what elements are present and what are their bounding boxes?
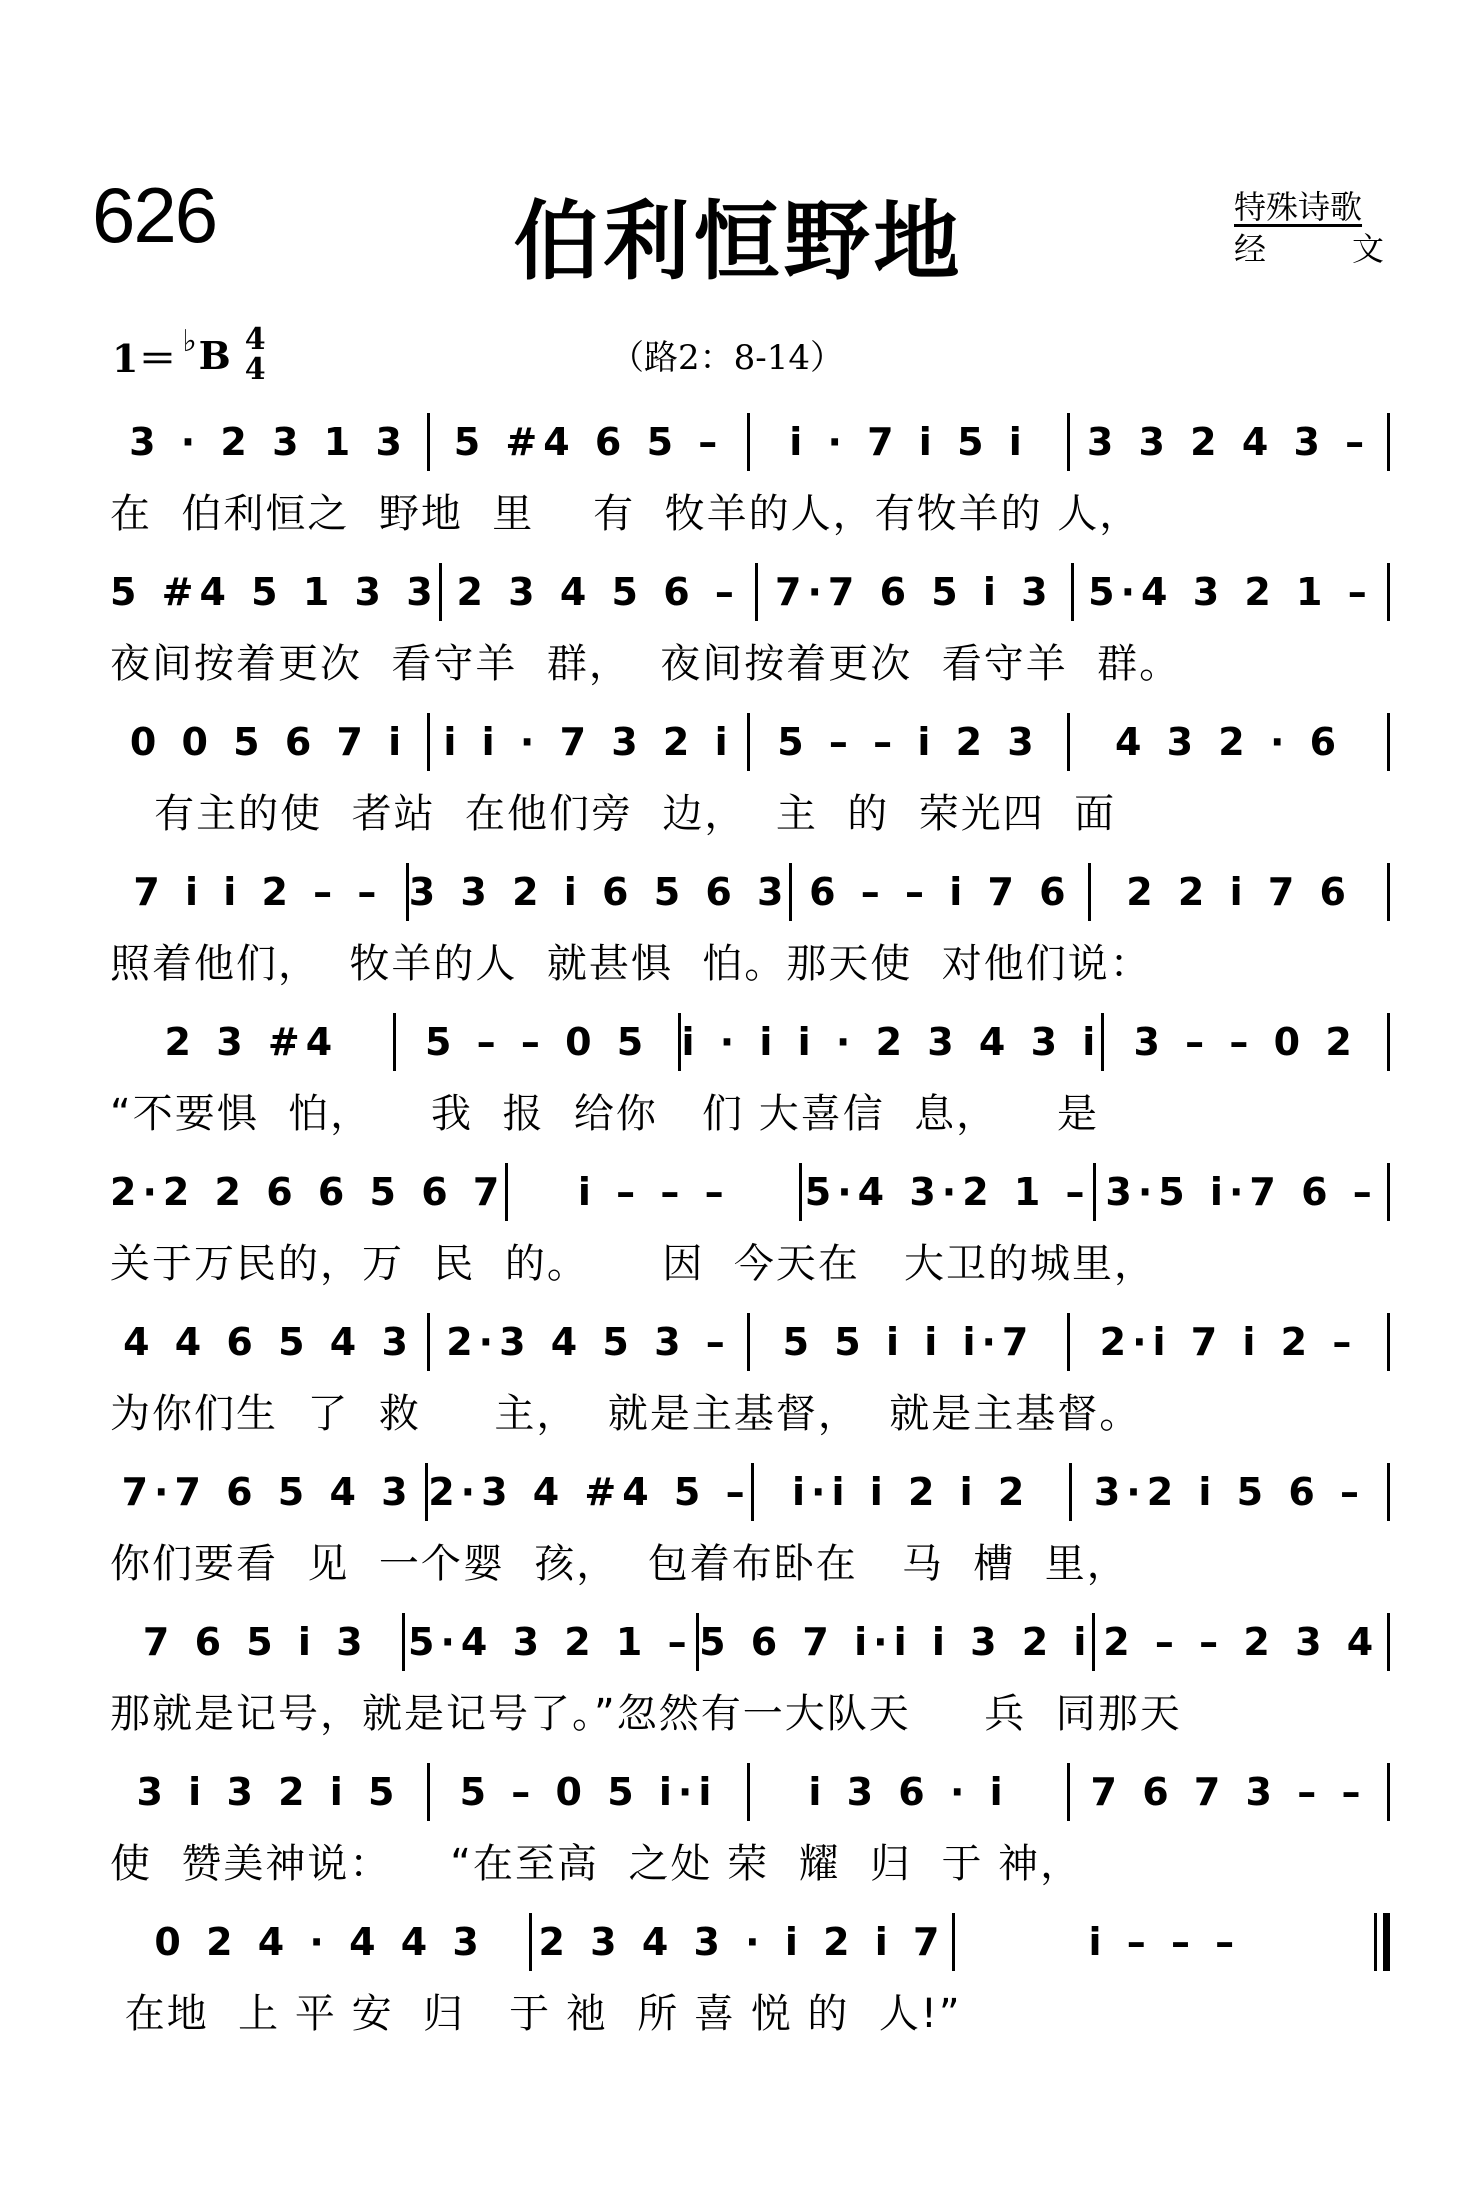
score-system xyxy=(110,560,1390,690)
notation-line xyxy=(110,860,1390,924)
measure: i i · 7 3 2 i xyxy=(443,720,734,764)
notation-line xyxy=(110,410,1390,474)
measure: 7 6 7 3 – – xyxy=(1090,1770,1367,1814)
measure: 3·5 i·7 6 – xyxy=(1105,1170,1378,1214)
measure: 0 0 5 6 7 i xyxy=(129,720,408,764)
measure: 5 – 0 5 i·i xyxy=(459,1770,718,1814)
score-system xyxy=(110,710,1390,840)
measure: 2·i 7 i 2 – xyxy=(1099,1320,1358,1364)
lyrics-line: 使 赞美神说： “在至高 之处 荣 耀 归 于 神， xyxy=(110,1841,1083,1887)
meter-top: 4 xyxy=(244,322,266,357)
measure: 3 3 2 i 6 5 6 3 xyxy=(408,870,790,914)
notation-line xyxy=(110,1460,1390,1524)
measure: 2·2 2 6 6 5 6 7 xyxy=(110,1170,506,1214)
measure: 5 – – 0 5 xyxy=(424,1020,650,1064)
final-barline xyxy=(1374,1913,1390,1971)
measure: 5 6 7 i·i i 3 2 i xyxy=(699,1620,1093,1664)
measure: 7·7 6 5 i 3 xyxy=(775,570,1054,614)
barline xyxy=(1387,713,1390,771)
barline xyxy=(1387,1463,1390,1521)
barline xyxy=(1387,563,1390,621)
measure: i·i i 2 i 2 xyxy=(792,1470,1031,1514)
barline xyxy=(1387,1163,1390,1221)
measure: i · i i · 2 3 4 3 i xyxy=(681,1020,1102,1064)
measure: 5 #4 6 5 – xyxy=(453,420,724,464)
key-tonic: B xyxy=(198,332,231,378)
notation-line xyxy=(110,1910,1390,1974)
lyrics-line: 有主的使 者站 在他们旁 边， 主 的 荣光四 面 xyxy=(110,791,1117,837)
measure: i – – – xyxy=(577,1170,730,1214)
notation-line xyxy=(110,710,1390,774)
measure: 3 3 2 4 3 – xyxy=(1086,420,1371,464)
barline xyxy=(1387,1313,1390,1371)
measure: 6 – – i 7 6 xyxy=(809,870,1072,914)
measure: 3·2 i 5 6 – xyxy=(1093,1470,1365,1514)
barline xyxy=(1387,863,1390,921)
category-source-b: 文 xyxy=(1351,230,1384,268)
lyrics-line: 你们要看 见 一个婴 孩， 包着布卧在 马 槽 里， xyxy=(110,1541,1129,1587)
flat-icon: ♭ xyxy=(182,323,197,359)
lyrics-line: “不要惧 怕， 我 报 给你 们 大喜信 息， 是 xyxy=(110,1091,1100,1137)
category-source xyxy=(1234,228,1384,270)
notation-line xyxy=(110,1310,1390,1374)
score-system xyxy=(110,1910,1390,2040)
notation-line xyxy=(110,1160,1390,1224)
category-source-a: 经 xyxy=(1234,230,1267,268)
measure: 3 · 2 3 1 3 xyxy=(129,420,408,464)
barline xyxy=(1387,413,1390,471)
measure: 2 3 #4 xyxy=(164,1020,339,1064)
score-system xyxy=(110,1460,1390,1590)
notation-line xyxy=(110,560,1390,624)
lyrics-line: 那就是记号，就是记号了。”忽然有一大队天 兵 同那天 xyxy=(110,1691,1182,1737)
measure: 2 3 4 3 · i 2 i 7 xyxy=(538,1920,946,1964)
hymn-category xyxy=(1234,186,1384,270)
measure: i 3 6 · i xyxy=(808,1770,1009,1814)
category-label: 特殊诗歌 xyxy=(1234,188,1363,226)
measure: 7 i i 2 – – xyxy=(133,870,383,914)
meter-bottom: 4 xyxy=(244,352,266,387)
barline xyxy=(1387,1013,1390,1071)
notation-line xyxy=(110,1010,1390,1074)
notation-line xyxy=(110,1610,1390,1674)
time-signature xyxy=(244,322,266,387)
measure: 3 – – 0 2 xyxy=(1133,1020,1358,1064)
measure: 2 3 4 5 6 – xyxy=(456,570,740,614)
measure: 2·3 4 #4 5 – xyxy=(428,1470,751,1514)
measure: 2 – – 2 3 4 xyxy=(1103,1620,1380,1664)
lyrics-line: 在 伯利恒之 野地 里 有 牧羊的人，有牧羊的 人， xyxy=(110,491,1142,537)
lyrics-line: 为你们生 了 救 主， 就是主基督， 就是主基督。 xyxy=(110,1391,1142,1437)
measure: 4 3 2 · 6 xyxy=(1114,720,1343,764)
measure: 7·7 6 5 4 3 xyxy=(121,1470,414,1514)
lyrics-line: 夜间按着更次 看守羊 群， 夜间按着更次 看守羊 群。 xyxy=(110,641,1182,687)
scripture-reference: （路2：8-14） xyxy=(610,338,845,378)
key-signature xyxy=(112,322,266,387)
measure: 3 i 3 2 i 5 xyxy=(136,1770,401,1814)
measure: 5·4 3 2 1 – xyxy=(1088,570,1373,614)
measure: 2·3 4 5 3 – xyxy=(446,1320,731,1364)
score-system xyxy=(110,410,1390,540)
score-system xyxy=(110,1760,1390,1890)
score-system xyxy=(110,1160,1390,1290)
measure: 2 2 i 7 6 xyxy=(1126,870,1352,914)
measure: 5·4 3·2 1 – xyxy=(804,1170,1091,1214)
hymn-number: 626 xyxy=(92,171,217,259)
measure: 5·4 3 2 1 – xyxy=(408,1620,693,1664)
measure: 5 #4 5 1 3 3 xyxy=(110,570,439,614)
notation-line xyxy=(110,1760,1390,1824)
measure: i – – – xyxy=(1088,1920,1241,1964)
score-system xyxy=(110,860,1390,990)
measure: 5 5 i i i·7 xyxy=(782,1320,1035,1364)
barline xyxy=(1387,1763,1390,1821)
score-system xyxy=(110,1010,1390,1140)
lyrics-line: 照着他们， 牧羊的人 就甚惧 怕。那天使 对他们说： xyxy=(110,941,1152,987)
measure: 7 6 5 i 3 xyxy=(142,1620,369,1664)
hymn-title: 伯利恒野地 xyxy=(513,192,964,292)
score-system xyxy=(110,1610,1390,1740)
key-prefix: 1＝ xyxy=(112,335,177,381)
lyrics-line: 在地 上 平 安 归 于 祂 所 喜 悦 的 人!” xyxy=(110,1991,962,2037)
measure: 5 – – i 2 3 xyxy=(777,720,1040,764)
score-system xyxy=(110,1310,1390,1440)
measure: 4 4 6 5 4 3 xyxy=(123,1320,414,1364)
barline xyxy=(1387,1613,1390,1671)
lyrics-line: 关于万民的，万 民 的。 因 今天在 大卫的城里， xyxy=(110,1241,1157,1287)
measure: 0 2 4 · 4 4 3 xyxy=(154,1920,485,1964)
measure: i · 7 i 5 i xyxy=(789,420,1028,464)
